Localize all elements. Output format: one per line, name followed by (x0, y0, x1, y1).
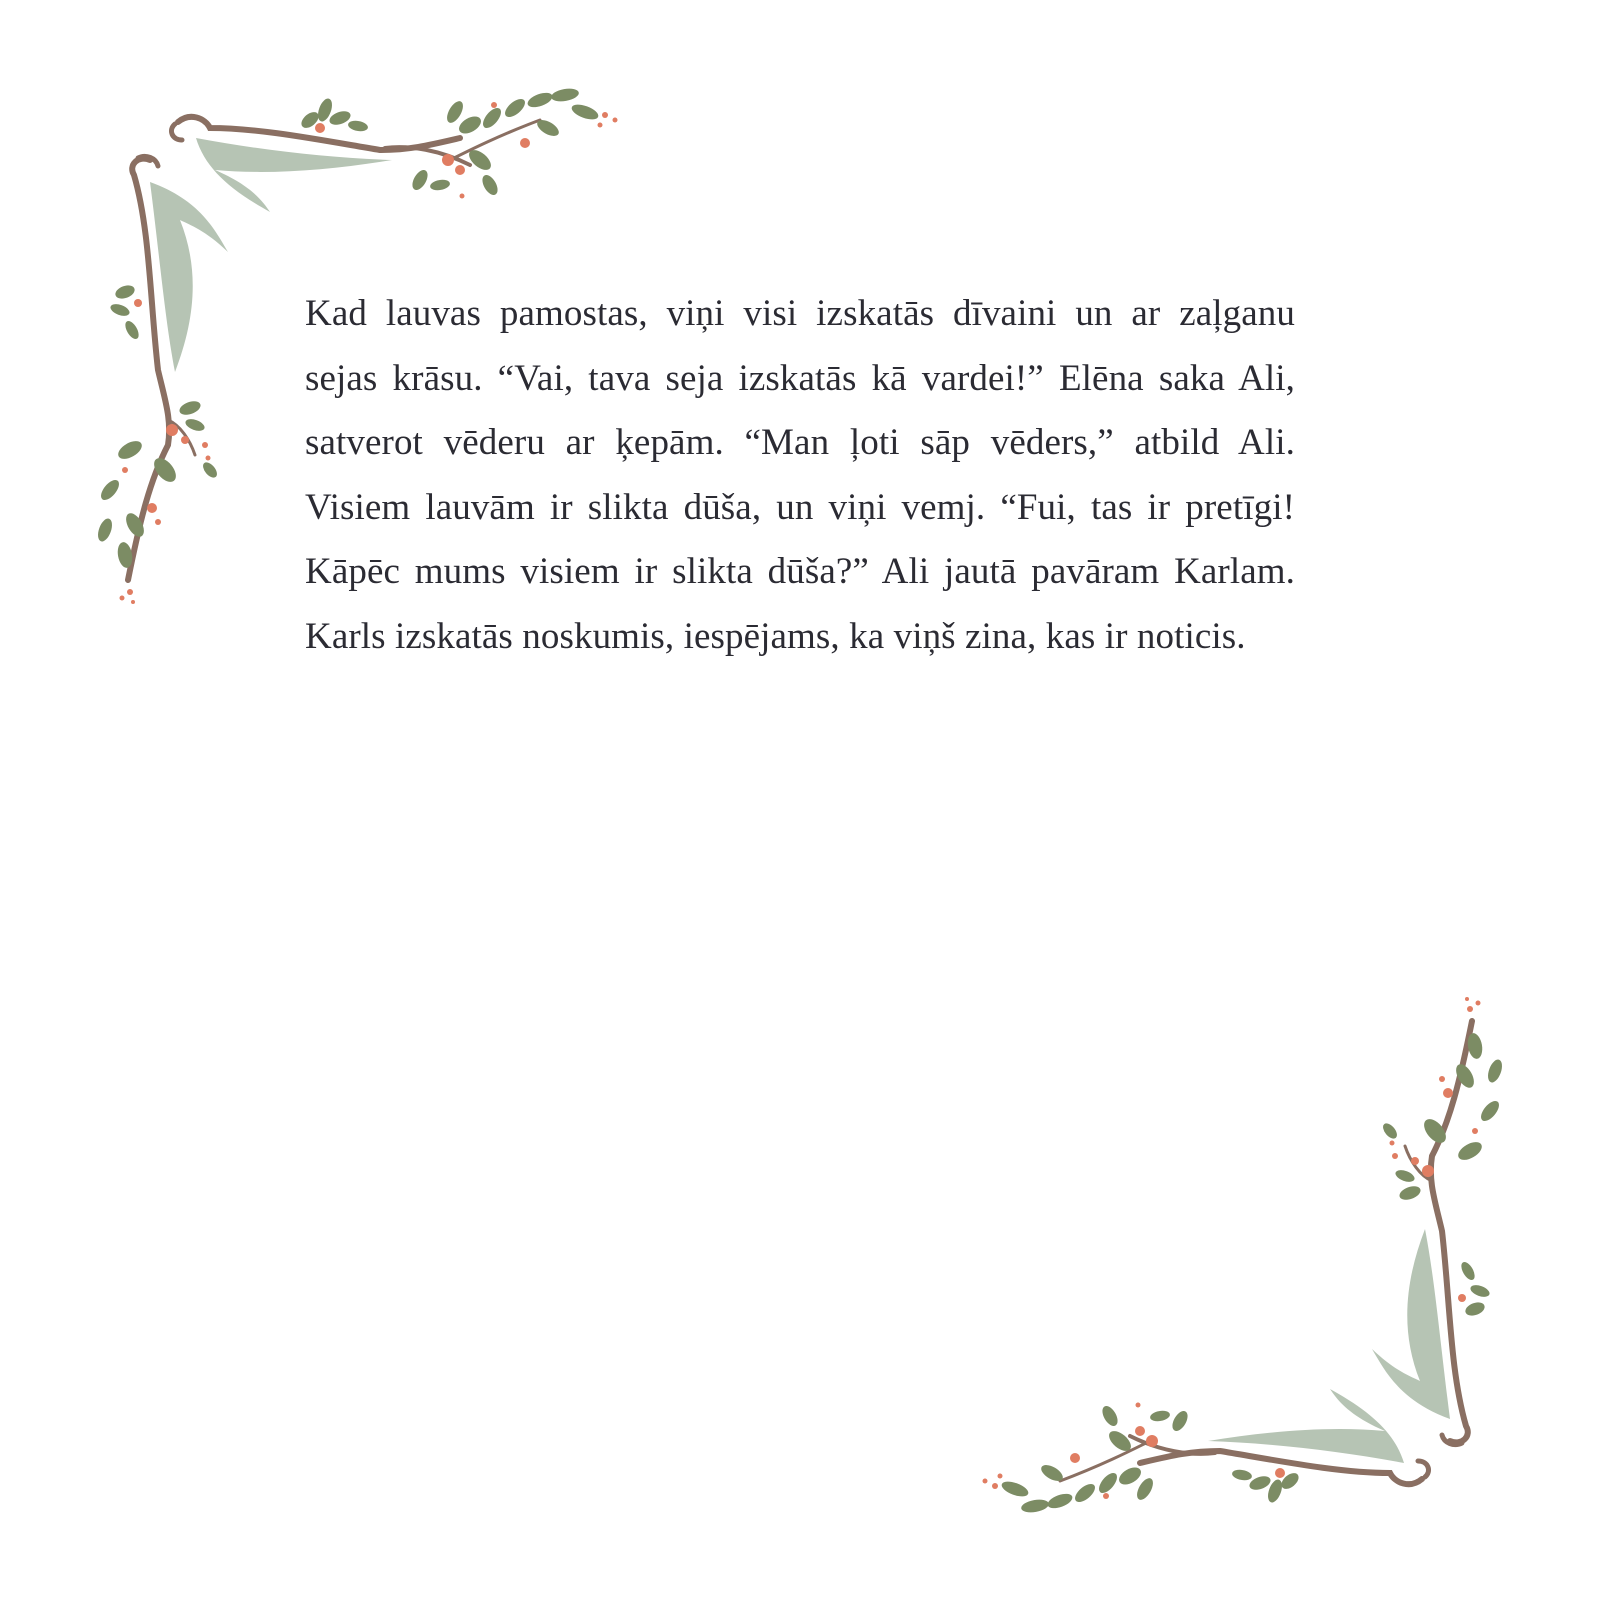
story-line: Kad lauvas pamostas, viņi visi izskatās dīvaini un ar zaļganu (305, 293, 1295, 334)
story-line: Visiem lauvām ir slikta dūša, un viņi vemj. “Fui, tas ir pretīgi! (305, 486, 1295, 528)
story-line: sejas krāsu. “Vai, tava seja izskatās kā vardei!” Elēna saka Ali, (305, 357, 1295, 399)
story-line: satverot vēderu ar ķepām. “Man ļoti sāp vēders,” atbild Ali. (305, 422, 1295, 463)
story-line: Kāpēc mums visiem ir slikta dūša?” Ali jautā pavāram Karlam. (305, 551, 1295, 592)
story-line: Karls izskatās noskumis, iespējams, ka viņš zina, kas ir noticis. (305, 615, 1246, 657)
